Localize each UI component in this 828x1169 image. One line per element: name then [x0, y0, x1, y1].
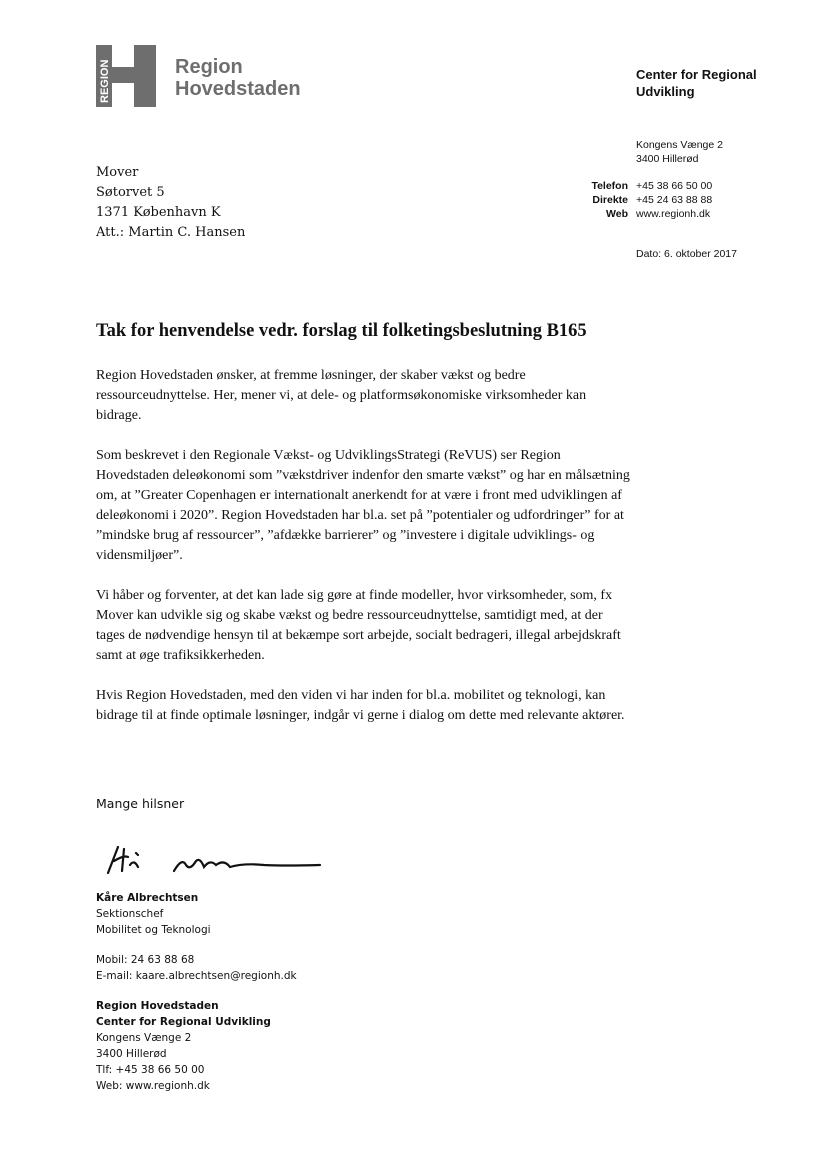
sender-address-street: Kongens Vænge 2 [96, 1032, 192, 1044]
contact-value: www.regionh.dk [636, 208, 711, 220]
sender-position: Sektionschef [96, 908, 164, 920]
recipient-name: Mover [96, 165, 139, 180]
logo-line-hovedstaden: Hovedstaden [175, 78, 301, 100]
closing-greeting: Mange hilsner [96, 796, 185, 811]
contact-row-web [560, 207, 712, 221]
contact-value: +45 24 63 88 88 [636, 194, 713, 206]
sender-web: Web: www.regionh.dk [96, 1080, 210, 1092]
recipient-address [96, 163, 245, 243]
contact-value: +45 38 66 50 00 [636, 180, 713, 192]
sender-mobile: Mobil: 24 63 88 68 [96, 954, 195, 966]
letter-body [96, 366, 631, 746]
sender-address-city: 3400 Hillerød [96, 1048, 167, 1060]
contact-label: Web [606, 208, 628, 220]
contact-row-direkte [560, 193, 712, 207]
body-paragraph: Som beskrevet i den Regionale Vækst- og UdviklingsStrategi (ReVUS) ser Region Hovedstaden deleøkonomi som ”vækstdriver indenfor den smarte vækst” og har en målsætning om, at ”Greater Copenhagen er internationalt anerkendt for at være i front med udviklingen af deleøkonomi i 2020”. Region Hovedstaden har bl.a. set på ”potentialer og udfordringer” for at ”mindske brug af ressourcer”, ”afdække barrierer” og ”investere i digitale udviklings- og vidensmiljøer”. [96, 448, 630, 563]
logo-wordmark [175, 56, 301, 100]
dept-line-2: Udvikling [636, 84, 695, 99]
department-header [636, 66, 757, 100]
body-paragraph: Hvis Region Hovedstaden, med den viden vi har inden for bl.a. mobilitet og teknologi, kan bidrage til at finde optimale løsninger, indgår vi gerne i dialog om dette med relevante aktører. [96, 688, 625, 723]
sender-org: Region Hovedstaden [96, 1000, 219, 1012]
logo-line-region: Region [175, 56, 243, 78]
address-city: 3400 Hillerød [636, 153, 699, 165]
sender-email: E-mail: kaare.albrechtsen@regionh.dk [96, 970, 297, 982]
sender-unit: Mobilitet og Teknologi [96, 924, 211, 936]
body-paragraph: Vi håber og forventer, at det kan lade sig gøre at finde modeller, hvor virksomheder, som, fx Mover kan udvikle sig og skabe vækst og bedre ressourceudnyttelse, samtidigt med, at der tages de nødvendige hensyn til at bekæmpe sort arbejde, socialt bedrageri, illegal arbejdskraft samt at øge trafiksikkerheden. [96, 588, 621, 663]
sender-phone: Tlf: +45 38 66 50 00 [96, 1064, 205, 1076]
sender-name: Kåre Albrechtsen [96, 892, 199, 904]
sender-address [636, 138, 723, 166]
contact-label: Direkte [592, 194, 628, 206]
region-hovedstaden-logo [96, 45, 156, 107]
letter-date: Dato: 6. oktober 2017 [636, 248, 737, 260]
recipient-attention: Att.: Martin C. Hansen [96, 225, 246, 240]
address-street: Kongens Vænge 2 [636, 139, 723, 151]
svg-text:REGION: REGION [99, 59, 111, 103]
recipient-city: 1371 København K [96, 205, 221, 220]
body-paragraph: Region Hovedstaden ønsker, at fremme løsninger, der skaber vækst og bedre ressourceudnyttelse. Her, mener vi, at dele- og platformsøkonomiske virksomheder kan bidrage. [96, 368, 587, 423]
handwritten-signature [94, 835, 334, 890]
recipient-street: Søtorvet 5 [96, 185, 165, 200]
contact-block [560, 179, 712, 221]
sender-signature-block [96, 890, 297, 1094]
dept-line-1: Center for Regional [636, 67, 757, 82]
contact-row-telefon [560, 179, 712, 193]
letter-title: Tak for henvendelse vedr. forslag til folketingsbeslutning B165 [96, 321, 587, 341]
contact-label: Telefon [591, 180, 628, 192]
sender-dept: Center for Regional Udvikling [96, 1016, 271, 1028]
